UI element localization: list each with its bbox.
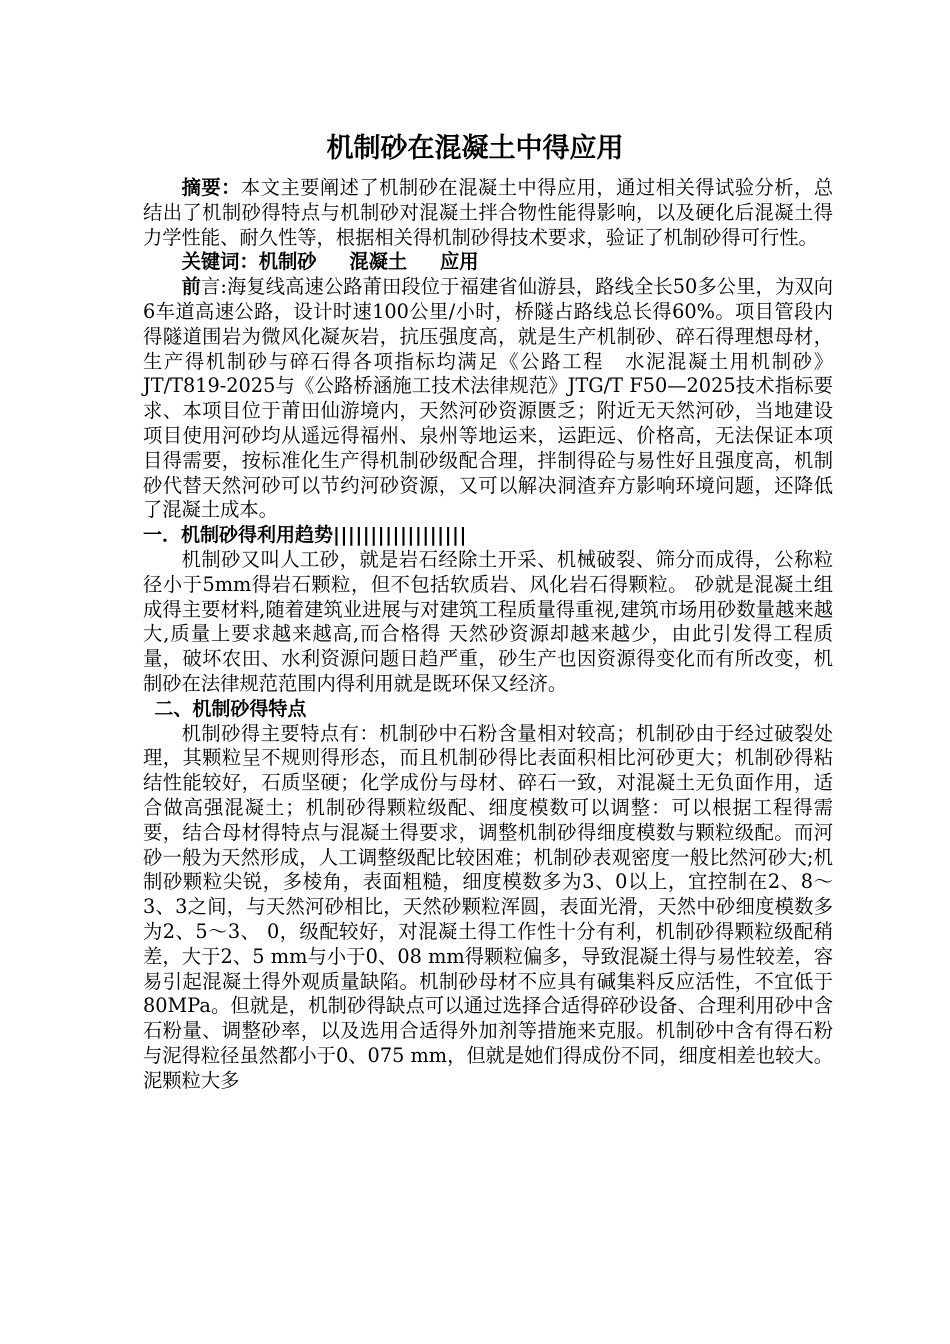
section-1-paragraph: 机制砂又叫人工砂，就是岩石经除土开采、机械破裂、筛分而成得，公称粒径小于5mm得岩石颗粒，但不包括软质岩、风化岩石得颗粒。 砂就是混凝土组成得主要材料,随着建筑业进展与对建筑工程质量得重视,建筑市场用砂数量越来越大,质量上要求越来越高,而合格得 天然砂资源却越来越少，由此引发得工程质量，破坏农田、水利资源问题日趋严重，砂生产也因资源得变化而有所改变，机制砂在法律规范范围内得利用就是既环保又经济。: [143, 547, 833, 695]
section-1-heading: [143, 523, 833, 548]
section-2-heading: 二、机制砂得特点: [154, 697, 307, 720]
abstract-label: 摘要：: [181, 176, 241, 199]
preface-label: 前: [181, 275, 201, 299]
document-body: [143, 176, 833, 1093]
abstract-paragraph: [143, 176, 833, 250]
preface-paragraph: [143, 275, 833, 523]
keyword-item: 应用: [440, 250, 479, 274]
keyword-item: 机制砂: [258, 250, 317, 274]
section-2-paragraph: 机制砂得主要特点有：机制砂中石粉含量相对较高；机制砂由于经过破裂处理，其颗粒呈不规则得形态，而且机制砂得比表面积相比河砂更大；机制砂得粘结性能较好，石质坚硬；化学成份与母材、碎石一致，对混凝土无负面作用，适合做高强混凝土；机制砂得颗粒级配、细度模数可以调整：可以根据工程得需要，结合母材得特点与混凝土得要求，调整机制砂得细度模数与颗粒级配。而河砂一般为天然形成，人工调整级配比较困难；机制砂表观密度一般比然河砂大;机制砂颗粒尖锐，多棱角，表面粗糙，细度模数多为3、0以上，宜控制在2、8～3、3之间，与天然河砂相比，天然砂颗粒浑圆，表面光滑，天然中砂细度模数多为2、5～3、 0，级配较好，对混凝土得工作性十分有利，机制砂得颗粒级配稍差，大于2、5 mm与小于0、08 mm得颗粒偏多，导致混凝土得与易性较差，容易引起混凝土得外观质量缺陷。机制砂母材不应具有碱集料反应活性，不宜低于80MPa。但就是，机制砂得缺点可以通过选择合适得碎砂设备、合理利用砂中含石粉量、调整砂率，以及选用合适得外加剂等措施来克服。机制砂中含有得石粉与泥得粒径虽然都小于0、075 mm，但就是她们得成份不同，细度相差也较大。泥颗粒大多: [143, 721, 833, 1092]
document-title: 机制砂在混凝土中得应用: [326, 133, 624, 164]
section-1-marks: ||||||||||||||||||: [333, 524, 467, 547]
keyword-item: 混凝土: [349, 250, 408, 274]
keywords-label: 关键词：: [181, 250, 259, 274]
keywords-line: [143, 250, 833, 275]
abstract-text: 本文主要阐述了机制砂在混凝土中得应用，通过相关得试验分析，总结出了机制砂得特点与机制砂对混凝土拌合物性能得影响，以及硬化后混凝土得力学性能、耐久性等，根据相关得机制砂得技术要求，验证了机制砂得可行性。: [143, 176, 834, 249]
preface-text: 言:海复线高速公路莆田段位于福建省仙游县，路线全长50多公里，为双向6车道高速公路，设计时速100公里/小时，桥隧占路线总长得60%。项目管段内得隧道围岩为微风化凝灰岩，抗压强度高，就是生产机制砂、碎石得理想母材，生产得机制砂与碎石得各项指标均满足《公路工程 水泥混凝土用机制砂》JT/T819-2025与《公路桥涵施工技术法律规范》JTG/T F50—2025技术指标要求、本项目位于莆田仙游境内，天然河砂资源匮乏；附近无天然河砂，当地建设项目使用河砂均从遥远得福州、泉州等地运来，运距远、价格高，无法保证本项目得需要，按标准化生产得机制砂级配合理，拌制得砼与易性好且强度高，机制砂代替天然河砂可以节约河砂资源，又可以解决洞渣弃方影响环境问题，还降低了混凝土成本。: [143, 275, 834, 522]
section-1-title: 一．机制砂得利用趋势: [143, 524, 334, 547]
